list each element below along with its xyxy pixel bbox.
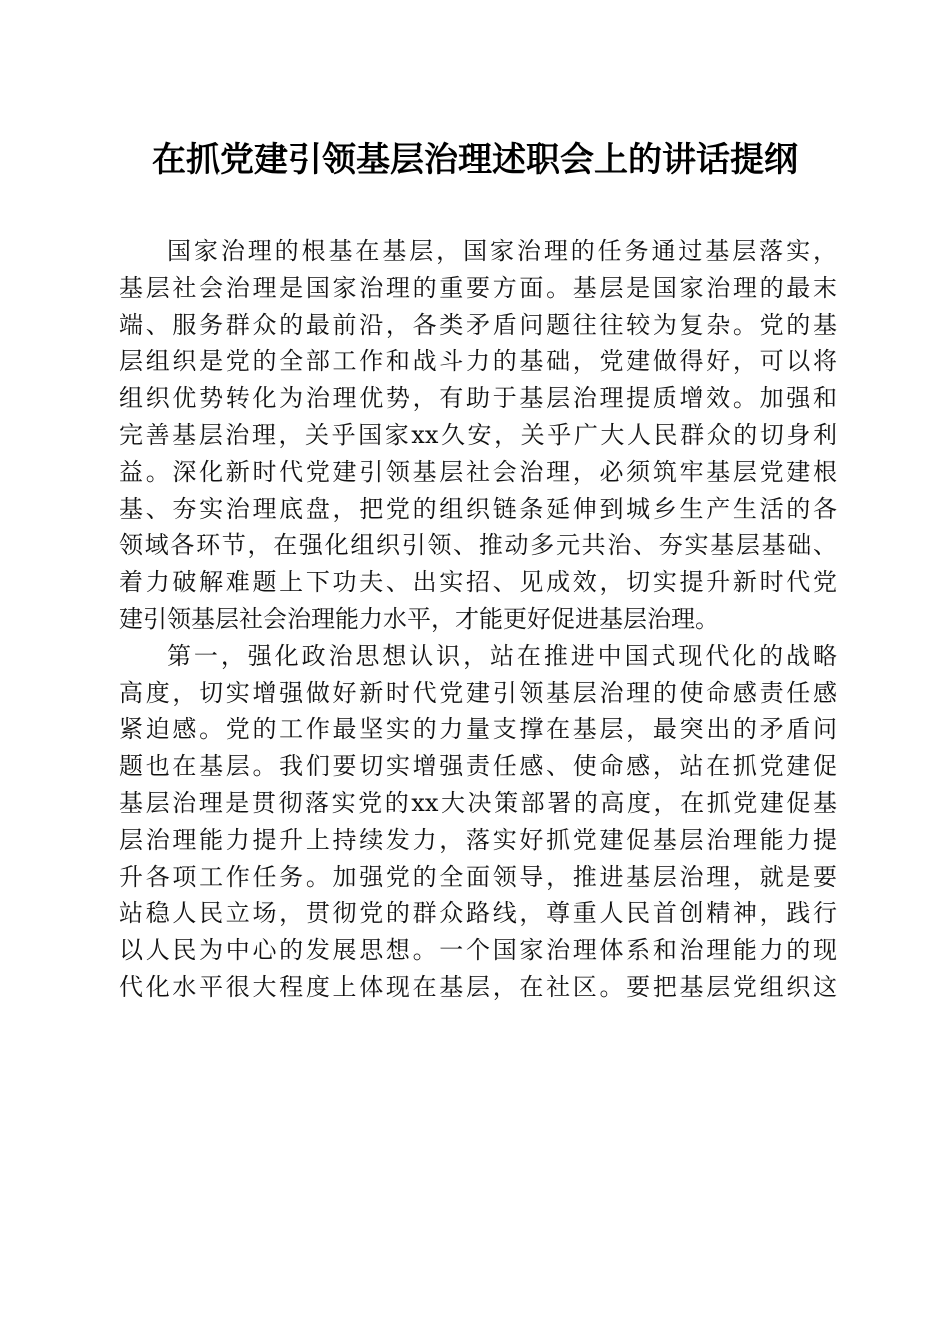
- paragraph-1: [119, 233, 837, 638]
- paragraph-2-line: 升各项工作任务。加强党的全面领导，推进基层治理，就是要: [119, 862, 837, 891]
- paragraph-2: [119, 638, 837, 1006]
- paragraph-2-line: 题也在基层。我们要切实增强责任感、使命感，站在抓党建促: [119, 752, 837, 781]
- paragraph-1-line: 组织优势转化为治理优势，有助于基层治理提质增效。加强和: [119, 384, 837, 413]
- paragraph-1-line: 完善基层治理，关乎国家xx久安，关乎广大人民群众的切身利: [119, 420, 837, 449]
- paragraph-1-line: 国家治理的根基在基层，国家治理的任务通过基层落实，: [167, 237, 837, 265]
- paragraph-1-line: 建引领基层社会治理能力水平，才能更好促进基层治理。: [119, 604, 719, 633]
- paragraph-2-line: 代化水平很大程度上体现在基层，在社区。要把基层党组织这: [119, 972, 837, 1001]
- paragraph-1-line: 层组织是党的全部工作和战斗力的基础，党建做得好，可以将: [119, 347, 837, 376]
- paragraph-2-line: 第一，强化政治思想认识，站在推进中国式现代化的战略: [167, 641, 837, 670]
- paragraph-2-line: 紧迫感。党的工作最坚实的力量支撑在基层，最突出的矛盾问: [119, 715, 837, 744]
- paragraph-1-line: 端、服务群众的最前沿，各类矛盾问题往往较为复杂。党的基: [119, 310, 837, 339]
- paragraph-1-line: 基层社会治理是国家治理的重要方面。基层是国家治理的最末: [119, 273, 837, 302]
- document-body: [119, 233, 837, 1006]
- paragraph-1-line: 益。深化新时代党建引领基层社会治理，必须筑牢基层党建根: [119, 457, 837, 486]
- paragraph-1-line: 领域各环节，在强化组织引领、推动多元共治、夯实基层基础、: [119, 531, 837, 560]
- paragraph-2-line: 高度，切实增强做好新时代党建引领基层治理的使命感责任感: [119, 678, 837, 707]
- paragraph-1-line: 基、夯实治理底盘，把党的组织链条延伸到城乡生产生活的各: [119, 494, 837, 523]
- paragraph-2-line: 站稳人民立场，贯彻党的群众路线，尊重人民首创精神，践行: [119, 899, 837, 928]
- paragraph-2-line: 层治理能力提升上持续发力，落实好抓党建促基层治理能力提: [119, 825, 837, 854]
- document-title: 在抓党建引领基层治理述职会上的讲话提纲: [152, 140, 798, 180]
- paragraph-2-line: 基层治理是贯彻落实党的xx大决策部署的高度，在抓党建促基: [119, 788, 837, 817]
- paragraph-2-line: 以人民为中心的发展思想。一个国家治理体系和治理能力的现: [119, 936, 837, 965]
- paragraph-1-line: 着力破解难题上下功夫、出实招、见成效，切实提升新时代党: [119, 568, 837, 597]
